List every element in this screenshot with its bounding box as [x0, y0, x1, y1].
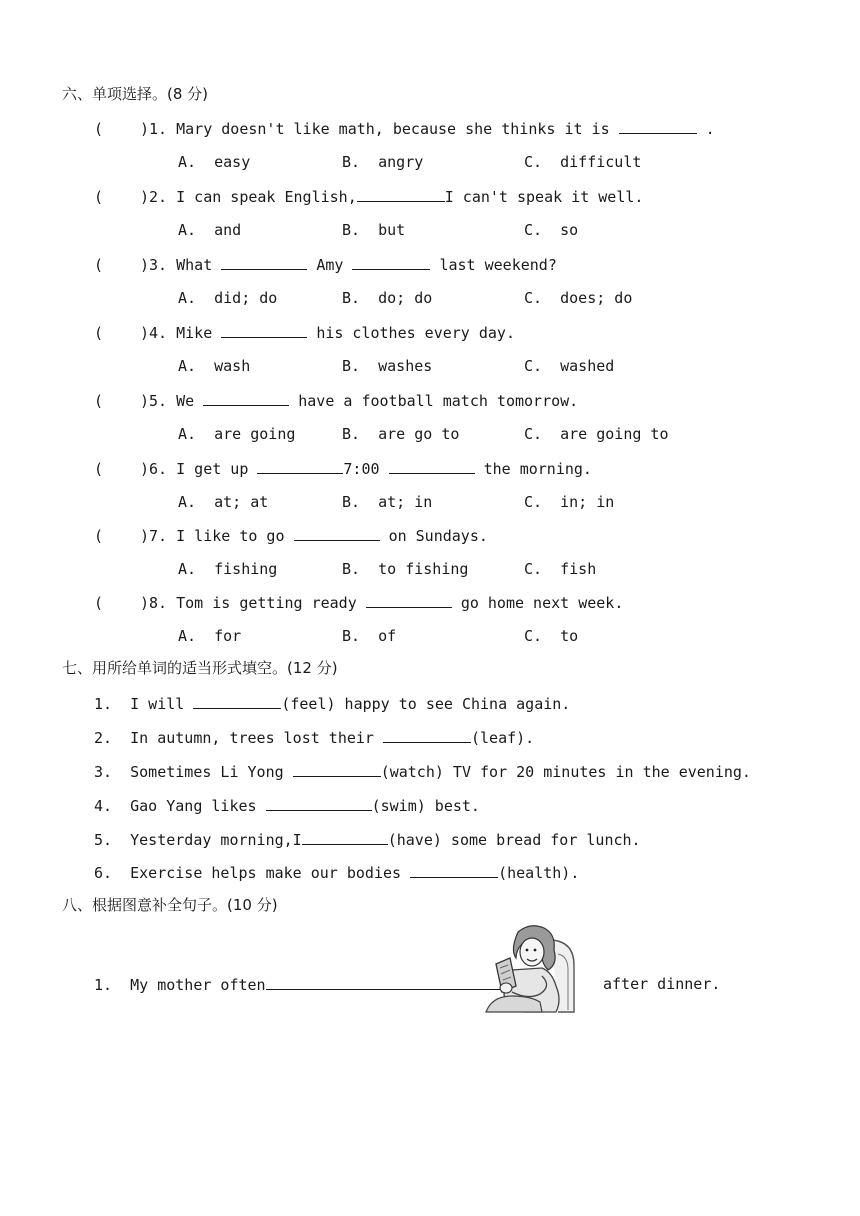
mc-question-3: ( )3. What Amy last weekend? [94, 256, 557, 274]
mc-question-8: ( )8. Tom is getting ready go home next week. [94, 594, 624, 612]
mc-question-2: ( )2. I can speak English, I can't speak it well. [94, 188, 644, 206]
mc-8-option-a[interactable]: A. for [178, 627, 242, 645]
mc-3-option-b[interactable]: B. do; do [342, 289, 433, 307]
answer-blank[interactable] [352, 254, 430, 270]
mc-5-option-c[interactable]: C. are going to [524, 425, 669, 443]
fill-question-4: 4. Gao Yang likes (swim) best. [94, 797, 480, 815]
answer-blank[interactable] [389, 458, 475, 474]
answer-blank[interactable] [193, 693, 281, 709]
fill-question-5: 5. Yesterday morning,I (have) some bread for lunch. [94, 831, 641, 849]
answer-blank[interactable] [203, 390, 289, 406]
mc-6-option-c[interactable]: C. in; in [524, 493, 615, 511]
mc-2-option-b[interactable]: B. but [342, 221, 406, 239]
answer-blank[interactable] [357, 186, 445, 202]
fill-question-1: 1. I will (feel) happy to see China again. [94, 695, 571, 713]
fill-question-3: 3. Sometimes Li Yong (watch) TV for 20 minutes in the evening. [94, 763, 751, 781]
answer-blank[interactable] [257, 458, 343, 474]
answer-blank[interactable] [266, 974, 500, 990]
mc-6-option-a[interactable]: A. at; at [178, 493, 269, 511]
answer-blank[interactable] [619, 118, 697, 134]
answer-blank[interactable] [302, 829, 388, 845]
answer-blank[interactable] [366, 592, 452, 608]
mc-5-option-b[interactable]: B. are go to [342, 425, 460, 443]
answer-paren[interactable]: ( [94, 392, 104, 410]
answer-paren[interactable]: ( [94, 594, 104, 612]
mc-1-option-b[interactable]: B. angry [342, 153, 424, 171]
mc-2-option-c[interactable]: C. so [524, 221, 579, 239]
mc-4-option-c[interactable]: C. washed [524, 357, 615, 375]
fill-question-2: 2. In autumn, trees lost their (leaf). [94, 729, 535, 747]
answer-blank[interactable] [293, 761, 381, 777]
mc-question-4: ( )4. Mike his clothes every day. [94, 324, 515, 342]
answer-blank[interactable] [221, 322, 307, 338]
mc-7-option-b[interactable]: B. to fishing [342, 560, 469, 578]
mc-8-option-b[interactable]: B. of [342, 627, 397, 645]
section-6-title: 六、单项选择。(8 分) [62, 85, 209, 103]
answer-paren[interactable]: ( [94, 188, 104, 206]
answer-paren[interactable]: ( [94, 527, 104, 545]
mc-6-option-b[interactable]: B. at; in [342, 493, 433, 511]
mc-question-7: ( )7. I like to go on Sundays. [94, 527, 488, 545]
answer-blank[interactable] [294, 525, 380, 541]
mc-2-option-a[interactable]: A. and [178, 221, 242, 239]
answer-paren[interactable]: ( [94, 460, 104, 478]
mc-7-option-c[interactable]: C. fish [524, 560, 597, 578]
answer-blank[interactable] [221, 254, 307, 270]
answer-paren[interactable]: ( [94, 324, 104, 342]
mc-5-option-a[interactable]: A. are going [178, 425, 296, 443]
answer-blank[interactable] [383, 727, 471, 743]
answer-blank[interactable] [266, 795, 372, 811]
mc-4-option-a[interactable]: A. wash [178, 357, 251, 375]
mc-3-option-c[interactable]: C. does; do [524, 289, 633, 307]
fill-question-6: 6. Exercise helps make our bodies (health). [94, 864, 580, 882]
mc-8-option-c[interactable]: C. to [524, 627, 579, 645]
picture-question-1: 1. My mother often [94, 974, 500, 995]
section-7-title: 七、用所给单词的适当形式填空。(12 分) [62, 659, 338, 677]
answer-paren[interactable]: ( [94, 256, 104, 274]
mc-4-option-b[interactable]: B. washes [342, 357, 433, 375]
answer-blank[interactable] [410, 862, 498, 878]
answer-paren[interactable]: ( [94, 120, 104, 138]
mc-3-option-a[interactable]: A. did; do [178, 289, 278, 307]
mc-7-option-a[interactable]: A. fishing [178, 560, 278, 578]
mc-question-5: ( )5. We have a football match tomorrow. [94, 392, 579, 410]
mc-question-1: ( )1. Mary doesn't like math, because she thinks it is . [94, 120, 715, 138]
mc-question-6: ( )6. I get up 7:00 the morning. [94, 460, 592, 478]
woman-reading-book-illustration [482, 920, 580, 1016]
mc-1-option-c[interactable]: C. difficult [524, 153, 642, 171]
section-8-title: 八、根据图意补全句子。(10 分) [62, 896, 278, 914]
mc-1-option-a[interactable]: A. easy [178, 153, 251, 171]
picture-question-1-ending: after dinner. [603, 975, 721, 993]
